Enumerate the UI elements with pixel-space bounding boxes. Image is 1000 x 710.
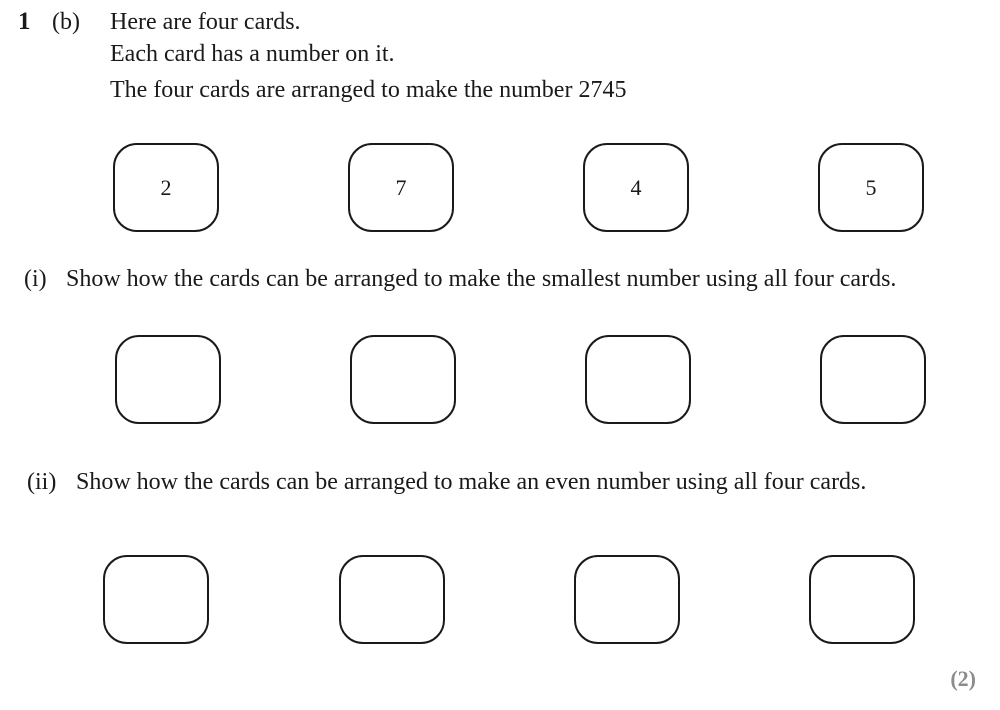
part-ii-text: Show how the cards can be arranged to make an even number using all four cards.: [76, 469, 867, 495]
answer-card-box[interactable]: [820, 335, 926, 424]
answer-card-box[interactable]: [809, 555, 915, 644]
intro-line-3: The four cards are arranged to make the number 2745: [110, 77, 627, 103]
intro-line-2: Each card has a number on it.: [110, 41, 395, 67]
answer-card-box[interactable]: [339, 555, 445, 644]
part-i-text: Show how the cards can be arranged to make the smallest number using all four cards.: [66, 266, 897, 292]
question-part: (b): [52, 9, 80, 35]
answer-card-box[interactable]: [115, 335, 221, 424]
intro-line-1: Here are four cards.: [110, 9, 301, 35]
marks-label: (2): [950, 666, 976, 691]
answer-card-box[interactable]: [574, 555, 680, 644]
number-card: 7: [348, 143, 454, 232]
question-number: 1: [18, 8, 31, 35]
number-card: 4: [583, 143, 689, 232]
answer-card-box[interactable]: [103, 555, 209, 644]
answer-card-box[interactable]: [585, 335, 691, 424]
part-ii-label: (ii): [27, 469, 57, 495]
number-card: 5: [818, 143, 924, 232]
number-card: 2: [113, 143, 219, 232]
answer-card-box[interactable]: [350, 335, 456, 424]
part-i-label: (i): [24, 266, 47, 292]
